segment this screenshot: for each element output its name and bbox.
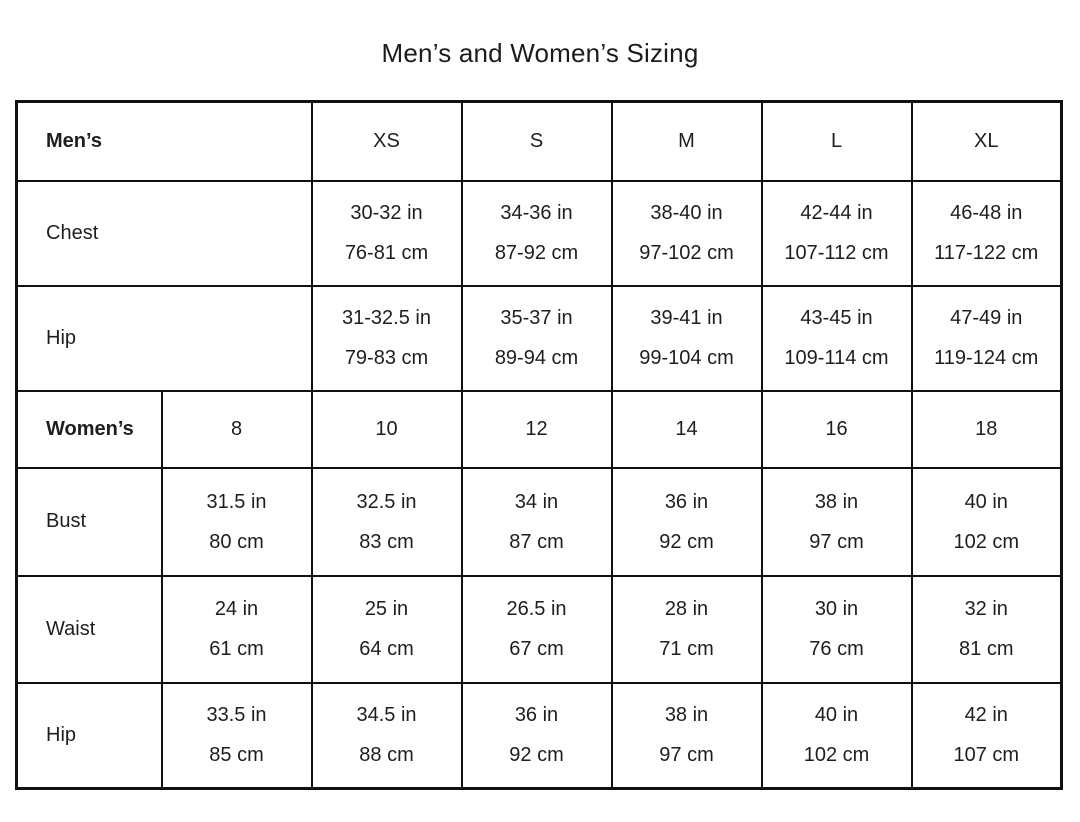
inches-value: 32.5 in [356, 490, 417, 513]
mens-chest-row [17, 181, 1062, 286]
inches-value: 34 in [514, 490, 559, 513]
womens-bust-18-cell [912, 468, 1062, 576]
womens-hip-8-cell [162, 683, 312, 789]
cm-value: 92 cm [659, 530, 714, 553]
mens-header-row [17, 102, 1062, 181]
womens-hip-18-cell [912, 683, 1062, 789]
cm-value: 85 cm [209, 744, 264, 767]
womens-hip-14-cell [612, 683, 762, 789]
womens-bust-8-cell [162, 468, 312, 576]
inches-value: 25 in [364, 598, 409, 620]
inches-value: 42 in [964, 704, 1008, 727]
mens-chest-m-cell [612, 181, 762, 286]
cm-value: 102 cm [803, 744, 870, 767]
inches-value: 31-32.5 in [342, 307, 431, 329]
mens-hip-m-cell [612, 286, 762, 391]
womens-waist-14-cell [612, 576, 762, 683]
womens-size-18: 18 [912, 391, 1062, 468]
mens-size-s: S [462, 102, 612, 181]
inches-value: 36 in [514, 704, 559, 727]
inches-value: 42-44 in [800, 202, 873, 224]
cm-value: 119-124 cm [934, 347, 1039, 369]
womens-bust-16-cell [762, 468, 912, 576]
mens-size-m: M [612, 102, 762, 181]
mens-size-xs: XS [312, 102, 462, 181]
inches-value: 40 in [814, 704, 859, 727]
womens-bust-row [17, 468, 1062, 576]
womens-hip-row [17, 683, 1062, 789]
mens-hip-xl-cell [912, 286, 1062, 391]
mens-chest-s-cell [462, 181, 612, 286]
cm-value: 61 cm [209, 638, 264, 660]
inches-value: 33.5 in [206, 704, 267, 727]
cm-value: 97 cm [809, 530, 864, 553]
mens-section-label: Men’s [17, 102, 312, 181]
cm-value: 102 cm [953, 530, 1020, 553]
cm-value: 99-104 cm [639, 347, 734, 369]
cm-value: 117-122 cm [934, 242, 1039, 264]
inches-value: 38 in [664, 704, 709, 727]
womens-size-8: 8 [162, 391, 312, 468]
womens-waist-16-cell [762, 576, 912, 683]
mens-chest-label: Chest [17, 181, 312, 286]
cm-value: 89-94 cm [494, 347, 579, 369]
womens-section-label: Women’s [17, 391, 162, 468]
cm-value: 81 cm [959, 638, 1014, 660]
womens-waist-8-cell [162, 576, 312, 683]
mens-hip-xs-cell [312, 286, 462, 391]
womens-bust-12-cell [462, 468, 612, 576]
womens-size-12: 12 [462, 391, 612, 468]
mens-chest-xl-cell [912, 181, 1062, 286]
cm-value: 71 cm [659, 638, 714, 660]
inches-value: 32 in [964, 598, 1008, 620]
page-title: Men’s and Women’s Sizing [381, 38, 699, 68]
inches-value: 34-36 in [500, 202, 573, 224]
sizing-table [15, 100, 1063, 790]
inches-value: 30-32 in [350, 202, 423, 224]
cm-value: 87-92 cm [494, 242, 579, 264]
cm-value: 79-83 cm [344, 347, 429, 369]
mens-hip-row [17, 286, 1062, 391]
inches-value: 36 in [664, 490, 709, 513]
womens-waist-12-cell [462, 576, 612, 683]
inches-value: 26.5 in [506, 598, 567, 620]
inches-value: 43-45 in [800, 307, 873, 329]
inches-value: 24 in [214, 598, 259, 620]
cm-value: 64 cm [359, 638, 414, 660]
womens-header-row [17, 391, 1062, 468]
cm-value: 76 cm [809, 638, 864, 660]
womens-hip-12-cell [462, 683, 612, 789]
inches-value: 38-40 in [650, 202, 723, 224]
womens-waist-label: Waist [17, 576, 162, 683]
cm-value: 107 cm [953, 744, 1020, 767]
cm-value: 67 cm [509, 638, 564, 660]
womens-size-10: 10 [312, 391, 462, 468]
inches-value: 46-48 in [950, 202, 1023, 224]
inches-value: 31.5 in [206, 490, 267, 513]
inches-value: 34.5 in [356, 704, 417, 727]
cm-value: 76-81 cm [344, 242, 429, 264]
inches-value: 40 in [964, 490, 1008, 513]
cm-value: 87 cm [509, 530, 564, 553]
womens-waist-row [17, 576, 1062, 683]
mens-chest-xs-cell [312, 181, 462, 286]
cm-value: 107-112 cm [784, 242, 889, 264]
womens-hip-16-cell [762, 683, 912, 789]
inches-value: 47-49 in [950, 307, 1023, 329]
mens-hip-s-cell [462, 286, 612, 391]
cm-value: 88 cm [359, 744, 414, 767]
mens-hip-label: Hip [17, 286, 312, 391]
inches-value: 30 in [814, 598, 859, 620]
cm-value: 97-102 cm [639, 242, 734, 264]
womens-bust-10-cell [312, 468, 462, 576]
mens-chest-l-cell [762, 181, 912, 286]
cm-value: 109-114 cm [784, 347, 889, 369]
inches-value: 35-37 in [500, 307, 573, 329]
womens-hip-10-cell [312, 683, 462, 789]
womens-waist-10-cell [312, 576, 462, 683]
womens-hip-label: Hip [17, 683, 162, 789]
womens-size-14: 14 [612, 391, 762, 468]
mens-size-l: L [762, 102, 912, 181]
cm-value: 83 cm [359, 530, 414, 553]
mens-hip-l-cell [762, 286, 912, 391]
inches-value: 28 in [664, 598, 709, 620]
womens-bust-14-cell [612, 468, 762, 576]
inches-value: 38 in [814, 490, 859, 513]
cm-value: 80 cm [209, 530, 264, 553]
womens-bust-label: Bust [17, 468, 162, 576]
womens-size-16: 16 [762, 391, 912, 468]
mens-size-xl: XL [912, 102, 1062, 181]
cm-value: 97 cm [659, 744, 714, 767]
cm-value: 92 cm [509, 744, 564, 767]
womens-waist-18-cell [912, 576, 1062, 683]
inches-value: 39-41 in [650, 307, 723, 329]
